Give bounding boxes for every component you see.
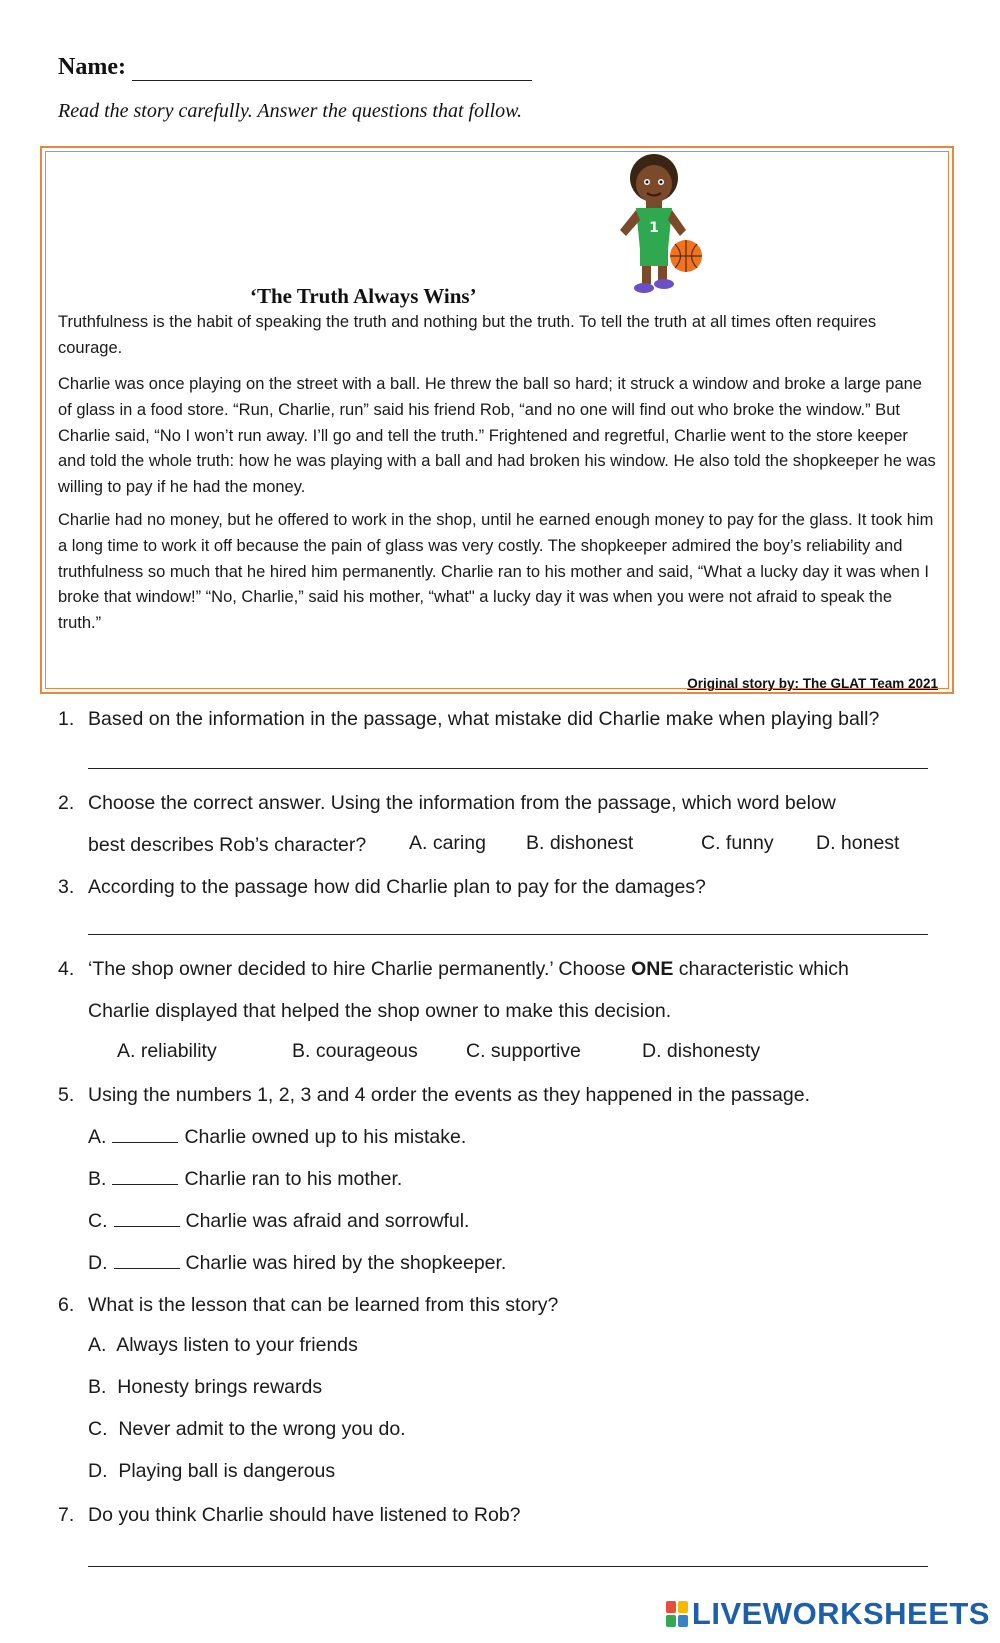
name-input-line[interactable] — [132, 58, 532, 81]
instruction-text: Read the story carefully. Answer the questions that follow. — [58, 100, 523, 122]
question-text: What is the lesson that can be learned from this story? — [88, 1294, 559, 1316]
name-label: Name: — [58, 54, 126, 80]
order-blank[interactable] — [114, 1250, 180, 1269]
item-text: Charlie ran to his mother. — [184, 1168, 403, 1190]
q5-item-b — [88, 1166, 402, 1191]
q2-option-b[interactable]: B. dishonest — [526, 832, 634, 854]
question-number: 6. — [58, 1294, 75, 1316]
question-number: 7. — [58, 1504, 75, 1526]
question-number: 4. — [58, 958, 75, 980]
answer-line-3[interactable] — [88, 934, 928, 935]
q2-option-c[interactable]: C. funny — [701, 832, 774, 854]
question-text: According to the passage how did Charlie plan to pay for the damages? — [88, 876, 706, 898]
option-letter: D. — [88, 1460, 108, 1482]
question-text: Choose the correct answer. Using the information from the passage, which word below — [88, 792, 836, 814]
q4-option-b[interactable]: B. courageous — [292, 1040, 418, 1062]
logo-text: LIVEWORKSHEETS — [691, 1596, 990, 1631]
question-text: Charlie displayed that helped the shop owner to make this decision. — [88, 1000, 672, 1022]
item-text: Charlie owned up to his mistake. — [184, 1126, 467, 1148]
item-text: Charlie was afraid and sorrowful. — [185, 1210, 470, 1232]
name-row — [58, 54, 532, 81]
item-letter: A. — [88, 1126, 107, 1148]
item-text: Charlie was hired by the shopkeeper. — [185, 1252, 507, 1274]
q4-option-c[interactable]: C. supportive — [466, 1040, 581, 1062]
item-letter: B. — [88, 1168, 107, 1190]
q6-option-b[interactable] — [88, 1376, 322, 1399]
order-blank[interactable] — [112, 1124, 178, 1143]
option-text: Always listen to your friends — [116, 1334, 358, 1356]
question-text: Do you think Charlie should have listened to Rob? — [88, 1504, 521, 1526]
q6-option-d[interactable] — [88, 1460, 335, 1483]
option-letter: A. — [88, 1334, 107, 1356]
logo-mark-icon — [666, 1601, 688, 1627]
option-text: Playing ball is dangerous — [118, 1460, 336, 1482]
question-text: Based on the information in the passage, what mistake did Charlie make when playing ball? — [88, 708, 880, 730]
option-letter: B. — [88, 1376, 107, 1398]
liveworksheets-logo — [666, 1596, 990, 1632]
order-blank[interactable] — [112, 1166, 178, 1185]
svg-text:1: 1 — [649, 220, 659, 236]
option-text: Never admit to the wrong you do. — [118, 1418, 406, 1440]
story-credit: Original story by: The GLAT Team 2021 — [687, 676, 938, 691]
q5-item-a — [88, 1124, 466, 1149]
q4-option-a[interactable]: A. reliability — [117, 1040, 217, 1062]
option-letter: C. — [88, 1418, 108, 1440]
q6-option-a[interactable] — [88, 1334, 358, 1357]
option-text: Honesty brings rewards — [117, 1376, 323, 1398]
question-number: 2. — [58, 792, 75, 814]
q6-option-c[interactable] — [88, 1418, 406, 1441]
item-letter: C. — [88, 1210, 108, 1232]
q5-item-d — [88, 1250, 506, 1275]
q4-text-bold: ONE — [631, 958, 674, 980]
question-number: 1. — [58, 708, 75, 730]
story-title: ‘The Truth Always Wins’ — [250, 284, 477, 308]
question-text — [88, 956, 849, 982]
story-paragraph: Charlie had no money, but he offered to work in the shop, until he earned enough money to pay for the glass. It took him a long time to work it off because the pain of glass was very costly. The shopkeeper admired the boy’s reliability and truthfulness so much that he hired him permanently. Charlie ran to his mother and said, “What a lucky day it was when I broke that window!” “No, Charlie,” said his mother, “what" a lucky day it was when you were not afraid to speak the truth.” — [58, 511, 934, 633]
order-blank[interactable] — [114, 1208, 180, 1227]
question-text: Using the numbers 1, 2, 3 and 4 order the events as they happened in the passage. — [88, 1084, 810, 1106]
q4-option-d[interactable]: D. dishonesty — [642, 1040, 761, 1062]
q4-text-after: characteristic which — [673, 958, 849, 980]
question-number: 3. — [58, 876, 75, 898]
answer-line-7[interactable] — [88, 1566, 928, 1567]
q2-option-d[interactable]: D. honest — [816, 832, 900, 854]
story-paragraph: Truthfulness is the habit of speaking the truth and nothing but the truth. To tell the truth at all times often requires courage. — [58, 313, 877, 357]
q4-text-before: ‘The shop owner decided to hire Charlie permanently.’ Choose — [88, 958, 632, 980]
item-letter: D. — [88, 1252, 108, 1274]
question-text: best describes Rob’s character? — [88, 834, 367, 856]
story-paragraph: Charlie was once playing on the street with a ball. He threw the ball so hard; it struck a window and broke a large pane of glass in a food store. “Run, Charlie, run” said his friend Rob, “and no one will find out who broke the window.” But Charlie said, “No I won’t run away. I’ll go and tell the truth.” Frightened and regretful, Charlie went to the store keeper and told the whole truth: how he was playing with a ball and had broken his window. He also told the shopkeeper he was willing to pay if he had the money. — [58, 375, 936, 497]
basketball-boy-illustration — [596, 150, 706, 300]
answer-line-1[interactable] — [88, 768, 928, 769]
q2-option-a[interactable]: A. caring — [409, 832, 486, 854]
question-number: 5. — [58, 1084, 75, 1106]
q5-item-c — [88, 1208, 469, 1233]
